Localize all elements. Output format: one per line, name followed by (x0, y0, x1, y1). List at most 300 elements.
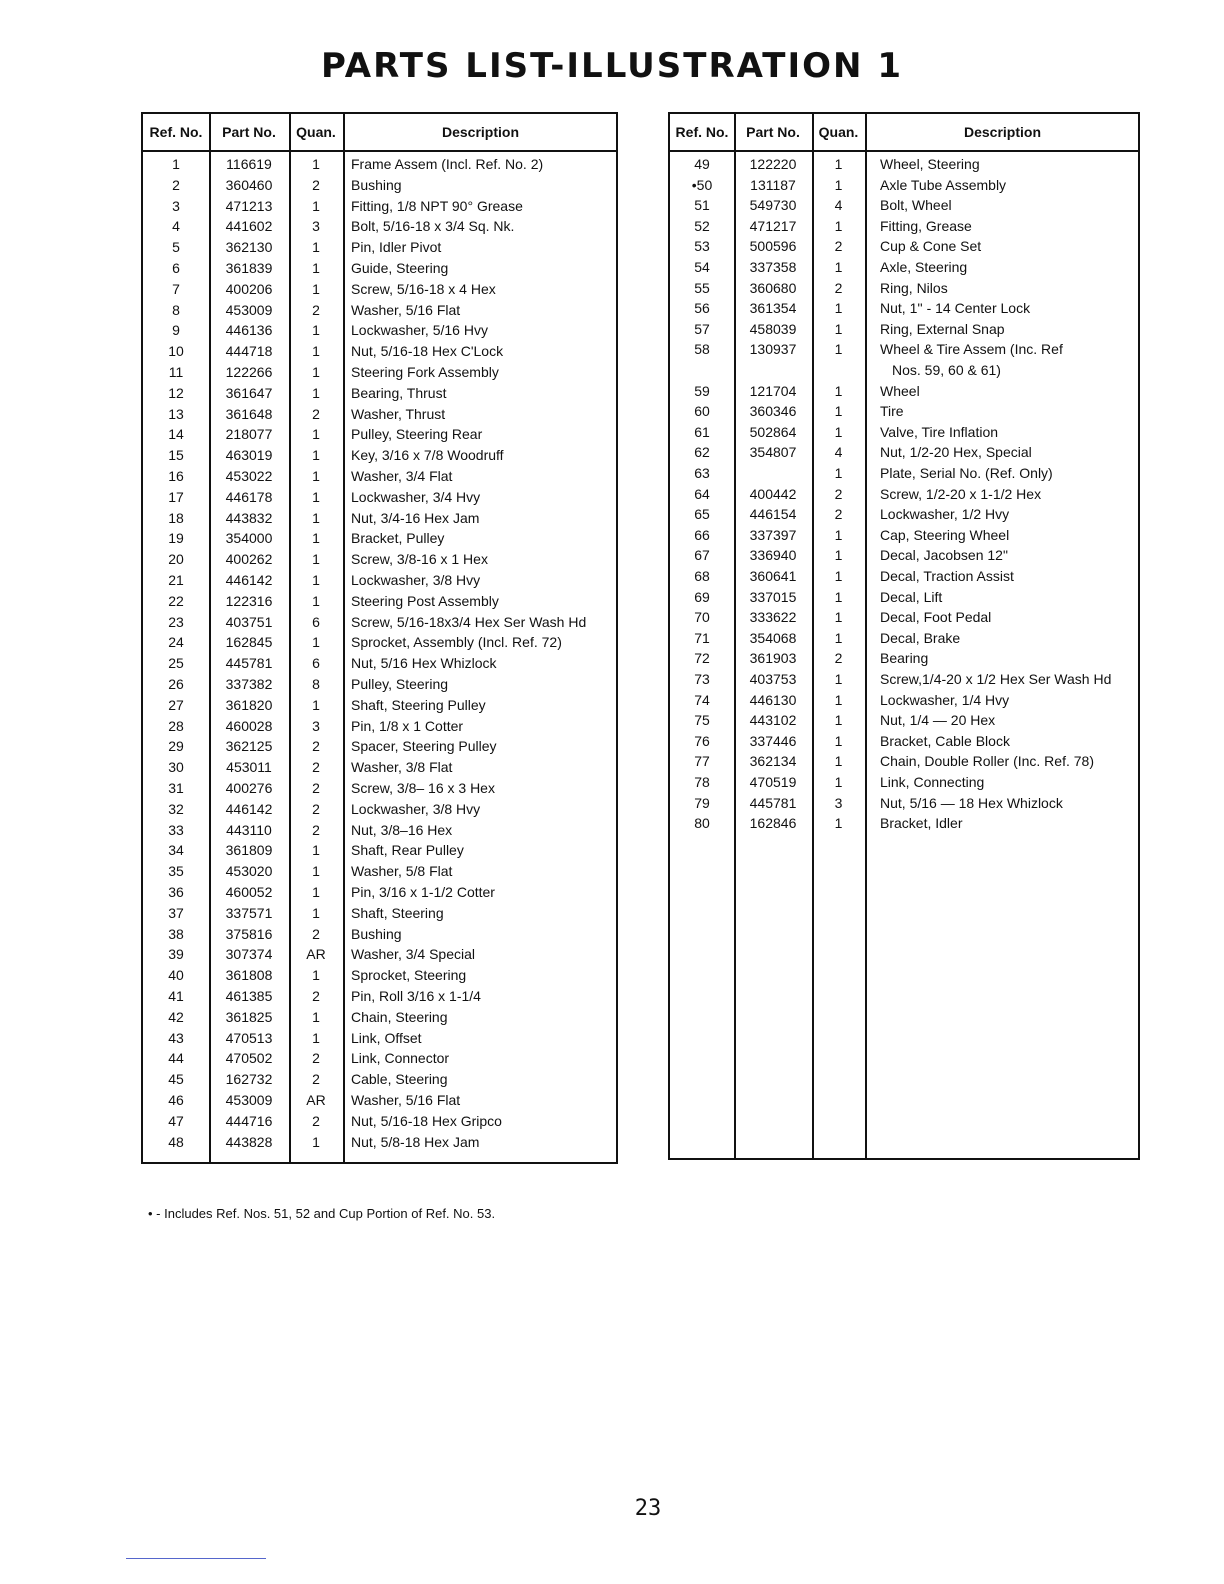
ref-no-cell: 56 (694, 300, 710, 317)
description-cell: Nut, 5/16 Hex Whizlock (351, 655, 497, 672)
table-row (143, 840, 616, 861)
ref-no-cell: 68 (694, 568, 710, 584)
ref-no-cell: 32 (168, 800, 184, 817)
part-no-cell: 470519 (749, 774, 797, 790)
ref-no-cell: 12 (168, 384, 184, 401)
ref-no-cell: 9 (172, 322, 180, 339)
ref-no-cell: 59 (694, 382, 710, 399)
ref-no-cell: 71 (694, 629, 710, 646)
quantity-cell: 4 (834, 444, 843, 461)
part-no-cell: 400276 (225, 780, 273, 796)
part-no-cell: 445781 (225, 655, 273, 672)
description-cell: Link, Connecting (880, 774, 985, 790)
table-row (670, 504, 1138, 525)
table-row (670, 710, 1138, 731)
description-cell: Screw, 3/8– 16 x 3 Hex (351, 780, 495, 796)
quantity-cell: 1 (834, 609, 843, 626)
description-cell: Pulley, Steering Rear (351, 426, 483, 443)
quantity-cell: 2 (312, 925, 320, 942)
ref-no-cell: 19 (168, 530, 184, 547)
part-no-cell: 471217 (749, 217, 797, 234)
quantity-cell: 1 (312, 1029, 320, 1046)
part-no-cell: 307374 (225, 946, 273, 963)
ref-no-cell: 11 (168, 364, 184, 380)
quantity-cell: 1 (834, 300, 843, 317)
header-quantity: Quan. (818, 124, 859, 140)
table-row (143, 1007, 616, 1028)
table-row (670, 813, 1138, 834)
part-no-cell: 354068 (749, 629, 797, 646)
table-row (670, 195, 1138, 216)
description-cell: Tire (880, 403, 904, 420)
description-cell: Steering Fork Assembly (351, 364, 499, 380)
description-cell: Fitting, Grease (880, 217, 972, 234)
part-no-cell: 361648 (225, 405, 273, 422)
part-no-cell: 361820 (225, 696, 273, 713)
part-no-cell: 360680 (749, 279, 797, 296)
table-row (670, 319, 1138, 340)
part-no-cell: 116619 (226, 156, 272, 172)
ref-no-cell: 45 (168, 1071, 184, 1088)
ref-no-cell: 46 (168, 1092, 184, 1108)
part-no-cell: 446142 (225, 800, 273, 817)
part-no-cell: 453009 (225, 301, 273, 318)
ref-no-cell: 29 (168, 738, 184, 755)
part-no-cell: 362125 (225, 738, 273, 755)
part-no-cell: 403753 (749, 671, 797, 687)
description-cell: Decal, Traction Assist (880, 568, 1014, 584)
part-no-cell: 470513 (225, 1029, 273, 1046)
part-no-cell: 121704 (749, 382, 797, 399)
ref-no-cell: 60 (694, 403, 710, 420)
quantity-cell: 1 (834, 217, 843, 234)
description-cell: Washer, Thrust (351, 405, 446, 422)
description-cell: Sprocket, Assembly (Incl. Ref. 72) (351, 634, 562, 651)
table-row (143, 1111, 616, 1132)
ref-no-cell: 34 (168, 842, 184, 859)
ref-no-cell: 52 (694, 217, 710, 234)
quantity-cell: 1 (312, 842, 320, 859)
part-no-cell: 461385 (225, 988, 273, 1004)
part-no-cell: 337446 (749, 732, 797, 749)
table-row (143, 175, 616, 196)
quantity-cell: 1 (312, 447, 320, 464)
description-cell: Screw,1/4-20 x 1/2 Hex Ser Wash Hd (880, 671, 1112, 687)
ref-no-cell: 72 (694, 650, 710, 667)
part-no-cell: 337358 (749, 259, 797, 275)
table-row (143, 757, 616, 778)
description-cell: Nut, 5/8-18 Hex Jam (351, 1133, 480, 1150)
description-cell: Washer, 5/16 Flat (351, 1092, 461, 1108)
quantity-cell: 1 (312, 634, 320, 651)
part-no-cell: 460052 (225, 884, 273, 900)
quantity-cell: 1 (834, 156, 843, 172)
part-no-cell: 460028 (225, 717, 273, 734)
part-no-cell: 162845 (225, 634, 273, 651)
ref-no-cell: 54 (694, 259, 710, 275)
description-cell: Bracket, Pulley (351, 530, 445, 547)
table-row (143, 882, 616, 903)
description-cell: Decal, Brake (880, 629, 961, 646)
part-no-cell: 463019 (225, 447, 273, 464)
ref-no-cell: 15 (168, 447, 184, 464)
table-row (143, 508, 616, 529)
quantity-cell: 2 (312, 301, 320, 318)
quantity-cell: 1 (312, 863, 320, 880)
table-row (143, 986, 616, 1007)
part-no-cell: 162732 (225, 1071, 273, 1088)
part-no-cell: 502864 (749, 423, 797, 440)
description-cell: Guide, Steering (351, 260, 449, 276)
part-no-cell: 453009 (225, 1092, 273, 1108)
table-row (670, 175, 1138, 196)
quantity-cell: 1 (312, 904, 320, 921)
quantity-cell: 1 (312, 322, 320, 339)
ref-no-cell: 24 (168, 634, 184, 651)
table-row (670, 257, 1138, 278)
ref-no-cell: 78 (694, 774, 710, 790)
page-title: PARTS LIST-ILLUSTRATION 1 (321, 46, 903, 86)
quantity-cell: 1 (834, 671, 843, 687)
parts-table-right (668, 112, 1140, 1160)
part-no-cell: 360460 (225, 176, 273, 193)
description-cell: Pin, 3/16 x 1-1/2 Cotter (351, 884, 495, 900)
part-no-cell: 470502 (225, 1050, 273, 1067)
part-no-cell: 453011 (226, 759, 272, 776)
description-cell: Nut, 5/16-18 Hex Gripco (351, 1112, 502, 1129)
table-row (670, 793, 1138, 814)
ref-no-cell: 79 (694, 794, 710, 811)
quantity-cell: 1 (312, 384, 320, 401)
ref-no-cell: 63 (694, 465, 710, 481)
part-no-cell: 333622 (749, 609, 797, 626)
quantity-cell: 1 (312, 509, 320, 526)
header-part-no: Part No. (746, 124, 800, 140)
part-no-cell: 471213 (225, 197, 273, 214)
quantity-cell: 1 (834, 588, 843, 605)
ref-no-cell: 14 (168, 426, 184, 443)
description-cell: Bushing (351, 176, 402, 193)
table-row (143, 674, 616, 695)
quantity-cell: 1 (312, 967, 320, 984)
table-row (143, 320, 616, 341)
quantity-cell: 1 (312, 343, 320, 360)
table-row (670, 278, 1138, 299)
table-row (143, 570, 616, 591)
quantity-cell: 1 (312, 551, 320, 568)
ref-no-cell: 33 (168, 821, 184, 838)
description-cell: Bearing (880, 650, 929, 667)
table-row (670, 607, 1138, 628)
table-row (143, 1090, 616, 1111)
quantity-cell: 6 (312, 655, 320, 672)
description-cell: Link, Offset (351, 1029, 422, 1046)
part-no-cell: 446142 (225, 572, 273, 588)
description-cell: Bracket, Idler (880, 815, 963, 832)
quantity-cell: 1 (312, 197, 320, 214)
quantity-cell: 1 (312, 696, 320, 713)
table-row (143, 466, 616, 487)
part-no-cell: 446154 (749, 506, 797, 523)
table-row (670, 587, 1138, 608)
table-row (143, 528, 616, 549)
part-no-cell: 443110 (226, 821, 272, 838)
description-cell: Steering Post Assembly (351, 592, 499, 609)
description-cell: Washer, 3/8 Flat (351, 759, 453, 776)
table-header (670, 114, 1138, 152)
table-row (143, 487, 616, 508)
ref-no-cell: 22 (168, 592, 184, 609)
quantity-cell: 2 (312, 1050, 320, 1067)
ref-no-cell: 74 (694, 691, 710, 708)
quantity-cell: 1 (312, 364, 320, 380)
part-no-cell: 458039 (749, 320, 797, 337)
quantity-cell: 1 (834, 320, 843, 337)
table-row (143, 591, 616, 612)
description-cell: Screw, 5/16-18x3/4 Hex Ser Wash Hd (351, 613, 587, 630)
table-row (143, 716, 616, 737)
part-no-cell: 122316 (225, 592, 273, 609)
table-row (143, 632, 616, 653)
quantity-cell: 2 (312, 738, 320, 755)
description-cell: Bushing (351, 925, 402, 942)
quantity-cell: 8 (312, 676, 320, 692)
description-cell: Shaft, Steering (351, 904, 444, 921)
quantity-cell: 1 (834, 403, 843, 420)
description-cell: Spacer, Steering Pulley (351, 738, 497, 755)
quantity-cell: 2 (312, 780, 320, 796)
table-row (670, 339, 1138, 360)
part-no-cell: 446178 (225, 488, 273, 505)
part-no-cell: 444716 (225, 1112, 273, 1129)
quantity-cell: 1 (312, 488, 320, 505)
quantity-cell: 1 (834, 629, 843, 646)
part-no-cell: 337571 (225, 904, 273, 921)
table-row (143, 695, 616, 716)
part-no-cell: 446130 (749, 691, 797, 708)
ref-no-cell: 44 (168, 1050, 184, 1067)
ref-no-cell: 4 (172, 218, 180, 235)
table-row (670, 772, 1138, 793)
table-row (670, 545, 1138, 566)
description-cell: Cable, Steering (351, 1071, 448, 1088)
part-no-cell: 122266 (225, 364, 273, 380)
description-cell: Nut, 1/2-20 Hex, Special (880, 444, 1032, 461)
ref-no-cell: 57 (694, 320, 710, 337)
ref-no-cell: 67 (694, 547, 710, 564)
ref-no-cell: 39 (168, 946, 184, 963)
ref-no-cell: 2 (172, 176, 180, 193)
header-description: Description (441, 124, 519, 140)
table-row (670, 154, 1138, 175)
part-no-cell: 131187 (750, 176, 796, 193)
quantity-cell: 1 (312, 426, 320, 443)
ref-no-cell: 49 (694, 156, 710, 172)
description-cell: Screw, 5/16-18 x 4 Hex (351, 280, 496, 297)
table-row (143, 1048, 616, 1069)
table-row (143, 154, 616, 175)
quantity-cell: 1 (834, 465, 843, 481)
ref-no-cell: 36 (168, 884, 184, 900)
description-cell: Decal, Lift (880, 588, 943, 605)
part-no-cell: 337015 (749, 588, 797, 605)
quantity-cell: 2 (834, 485, 843, 502)
part-no-cell: 444718 (225, 343, 273, 360)
quantity-cell: 1 (834, 712, 843, 729)
table-row (670, 731, 1138, 752)
part-no-cell: 361825 (225, 1008, 273, 1025)
description-cell: Sprocket, Steering (351, 967, 467, 984)
part-no-cell: 122220 (749, 156, 797, 172)
description-cell: Key, 3/16 x 7/8 Woodruff (351, 447, 504, 464)
part-no-cell: 218077 (225, 426, 273, 443)
ref-no-cell: 76 (694, 732, 710, 749)
ref-no-cell: 77 (694, 753, 710, 770)
ref-no-cell: 7 (172, 280, 180, 297)
quantity-cell: 1 (834, 176, 843, 193)
description-cell: Washer, 3/4 Special (351, 946, 475, 963)
quantity-cell: 3 (312, 218, 320, 235)
description-cell: Screw, 3/8-16 x 1 Hex (351, 551, 488, 568)
quantity-cell: AR (306, 946, 326, 963)
table-row (670, 628, 1138, 649)
ref-no-cell: 6 (172, 260, 180, 276)
ref-no-cell: 64 (694, 485, 710, 502)
part-no-cell: 361808 (225, 967, 273, 984)
table-row (143, 944, 616, 965)
table-row (143, 549, 616, 570)
header-quantity: Quan. (296, 124, 336, 140)
header-ref-no: Ref. No. (149, 124, 203, 140)
ref-no-cell: 30 (168, 759, 184, 776)
part-no-cell: 361354 (749, 300, 797, 317)
part-no-cell: 354807 (749, 444, 797, 461)
description-cell: Wheel & Tire Assem (Inc. Ref (880, 341, 1063, 358)
description-cell: Washer, 3/4 Flat (351, 468, 453, 484)
ref-no-cell: 35 (168, 863, 184, 880)
part-no-cell: 361809 (225, 842, 273, 859)
table-row (143, 196, 616, 217)
header-ref-no: Ref. No. (675, 124, 729, 140)
ref-no-cell: 21 (168, 572, 184, 588)
table-row (670, 401, 1138, 422)
ref-no-cell: 53 (694, 238, 710, 255)
description-cell: Pin, Roll 3/16 x 1-1/4 (351, 988, 481, 1004)
quantity-cell: 2 (834, 279, 843, 296)
quantity-cell: 1 (834, 259, 843, 275)
ref-no-cell: 75 (694, 712, 710, 729)
table-row (143, 404, 616, 425)
quantity-cell: 2 (312, 759, 320, 776)
description-cell: Pin, Idler Pivot (351, 239, 442, 256)
description-cell: Pin, 1/8 x 1 Cotter (351, 717, 464, 734)
part-no-cell: 336940 (749, 547, 797, 564)
part-no-cell: 337382 (225, 676, 273, 692)
quantity-cell: 1 (312, 572, 320, 588)
part-no-cell: 400262 (225, 551, 273, 568)
part-no-cell: 443828 (225, 1133, 273, 1150)
quantity-cell: 1 (312, 156, 320, 172)
quantity-cell: 6 (312, 613, 320, 630)
footnote: • - Includes Ref. Nos. 51, 52 and Cup Portion of Ref. No. 53. (148, 1206, 496, 1221)
quantity-cell: 2 (312, 1071, 320, 1088)
quantity-cell: 1 (834, 753, 843, 770)
ref-no-cell: 3 (172, 197, 180, 214)
header-description: Description (963, 124, 1041, 140)
ref-no-cell: 10 (168, 343, 184, 360)
header-part-no: Part No. (222, 124, 276, 140)
part-no-cell: 441602 (225, 218, 273, 235)
ref-no-cell: 16 (168, 468, 184, 484)
description-cell: Ring, Nilos (880, 279, 948, 296)
description-cell: Plate, Serial No. (Ref. Only) (880, 465, 1053, 481)
description-cell: Bolt, 5/16-18 x 3/4 Sq. Nk. (351, 218, 515, 235)
quantity-cell: 2 (834, 650, 843, 667)
description-cell: Cap, Steering Wheel (880, 526, 1010, 543)
table-row (143, 820, 616, 841)
description-cell: Cup & Cone Set (880, 238, 982, 255)
quantity-cell: 2 (834, 506, 843, 523)
part-no-cell: 361903 (749, 650, 797, 667)
description-cell: Fitting, 1/8 NPT 90° Grease (351, 197, 523, 214)
description-cell: Chain, Steering (351, 1008, 448, 1025)
quantity-cell: 4 (834, 197, 843, 214)
description-cell: Wheel, Steering (880, 156, 980, 172)
description-cell: Nut, 1'' - 14 Center Lock (880, 300, 1031, 317)
page-number: 23 (634, 1496, 662, 1521)
table-row (670, 442, 1138, 463)
ref-no-cell: 31 (168, 780, 184, 796)
ref-no-cell: 73 (694, 671, 710, 687)
description-cell: Nut, 5/16-18 Hex C'Lock (351, 343, 504, 360)
part-no-cell: 361647 (225, 384, 273, 401)
table-row (143, 237, 616, 258)
table-row (143, 341, 616, 362)
description-cell: Valve, Tire Inflation (880, 423, 999, 440)
part-no-cell: 500596 (749, 238, 797, 255)
description-cell: Screw, 1/2-20 x 1-1/2 Hex (880, 485, 1042, 502)
part-no-cell: 453020 (225, 863, 273, 880)
ref-no-cell: 43 (168, 1029, 184, 1046)
part-no-cell: 443102 (749, 712, 797, 729)
divider (126, 1558, 266, 1559)
table-row (143, 362, 616, 383)
description-cell: Nut, 5/16 — 18 Hex Whizlock (880, 794, 1063, 811)
description-cell: Wheel (880, 382, 920, 399)
quantity-cell: 2 (312, 1112, 320, 1129)
description-cell: Nut, 3/4-16 Hex Jam (351, 509, 480, 526)
quantity-cell: 1 (834, 526, 843, 543)
part-no-cell: 403751 (225, 613, 273, 630)
table-row (143, 383, 616, 404)
table-row (670, 381, 1138, 402)
description-cell: Decal, Jacobsen 12" (880, 547, 1008, 564)
part-no-cell: 453022 (225, 468, 273, 484)
part-no-cell: 130937 (749, 341, 797, 358)
ref-no-cell: 47 (168, 1112, 184, 1129)
description-cell: Chain, Double Roller (Inc. Ref. 78) (880, 753, 1094, 770)
table-row (143, 216, 616, 237)
table-row (143, 799, 616, 820)
ref-no-cell: 40 (168, 967, 184, 984)
ref-no-cell: 25 (168, 655, 184, 672)
description-cell: Axle Tube Assembly (880, 176, 1007, 193)
part-no-cell: 443832 (225, 509, 273, 526)
ref-no-cell: 61 (694, 423, 710, 440)
ref-no-cell: 66 (694, 526, 710, 543)
ref-no-cell: 28 (168, 717, 184, 734)
table-row (143, 300, 616, 321)
